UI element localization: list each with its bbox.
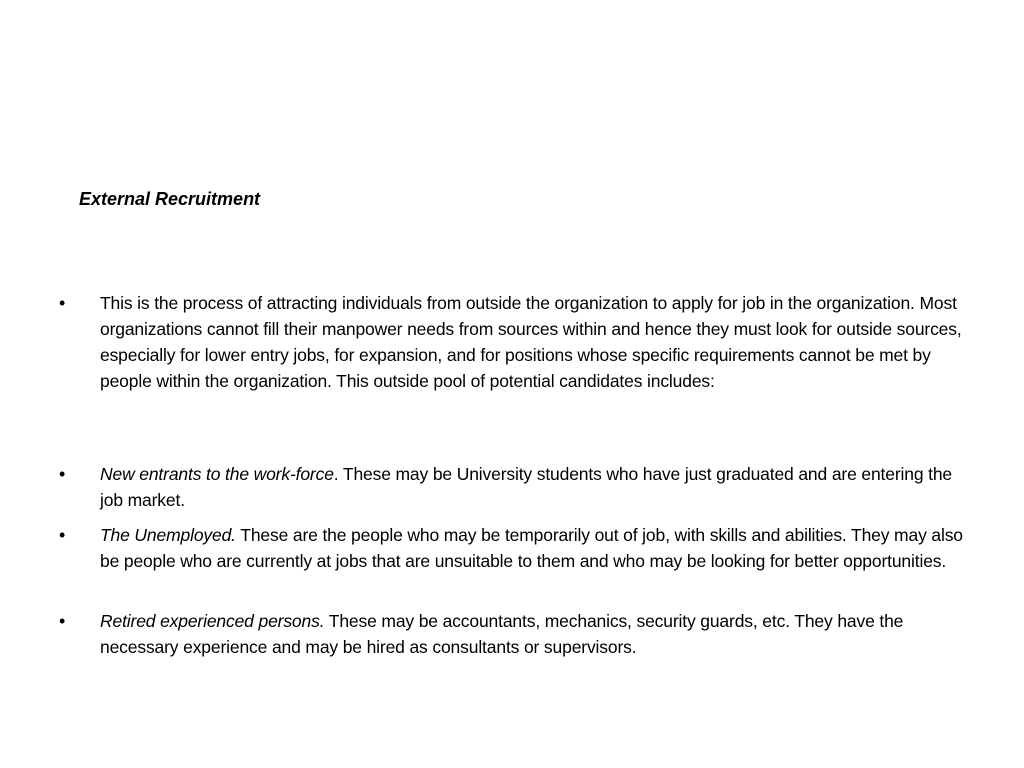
bullet-lead: Retired experienced persons. — [100, 611, 325, 631]
bullet-item-definition — [57, 290, 967, 394]
bullet-icon: • — [59, 525, 66, 545]
bullet-body: These are the people who may be temporarily out of job, with skills and abilities. They may also be people who are currently at jobs that are unsuitable to them and who may be looking for better opportunities. — [100, 525, 963, 571]
bullet-body: This is the process of attracting individuals from outside the organization to apply for job in the organization. Most organizations cannot fill their manpower needs from sources within and hence they must look for outside sources, especially for lower entry jobs, for expansion, and for positions whose specific requirements cannot be met by people within the organization. This outside pool of potential candidates includes: — [100, 293, 962, 391]
bullet-item-retired — [57, 608, 967, 660]
bullet-text — [100, 461, 967, 513]
bullet-text — [100, 290, 967, 394]
bullet-icon: • — [59, 293, 66, 313]
bullet-item-new-entrants — [57, 461, 967, 513]
slide-title: External Recruitment — [79, 189, 261, 209]
bullet-text — [100, 608, 967, 660]
bullet-icon: • — [59, 611, 66, 631]
bullet-body: . These may be University students who have just graduated and are entering the job market. — [100, 464, 952, 510]
bullet-text — [100, 522, 967, 574]
bullet-lead: The Unemployed. — [100, 525, 236, 545]
bullet-item-unemployed — [57, 522, 967, 574]
bullet-body: These may be accountants, mechanics, security guards, etc. They have the necessary experience and may be hired as consultants or supervisors. — [100, 611, 904, 657]
bullet-lead: New entrants to the work-force — [100, 464, 334, 484]
bullet-icon: • — [59, 464, 66, 484]
